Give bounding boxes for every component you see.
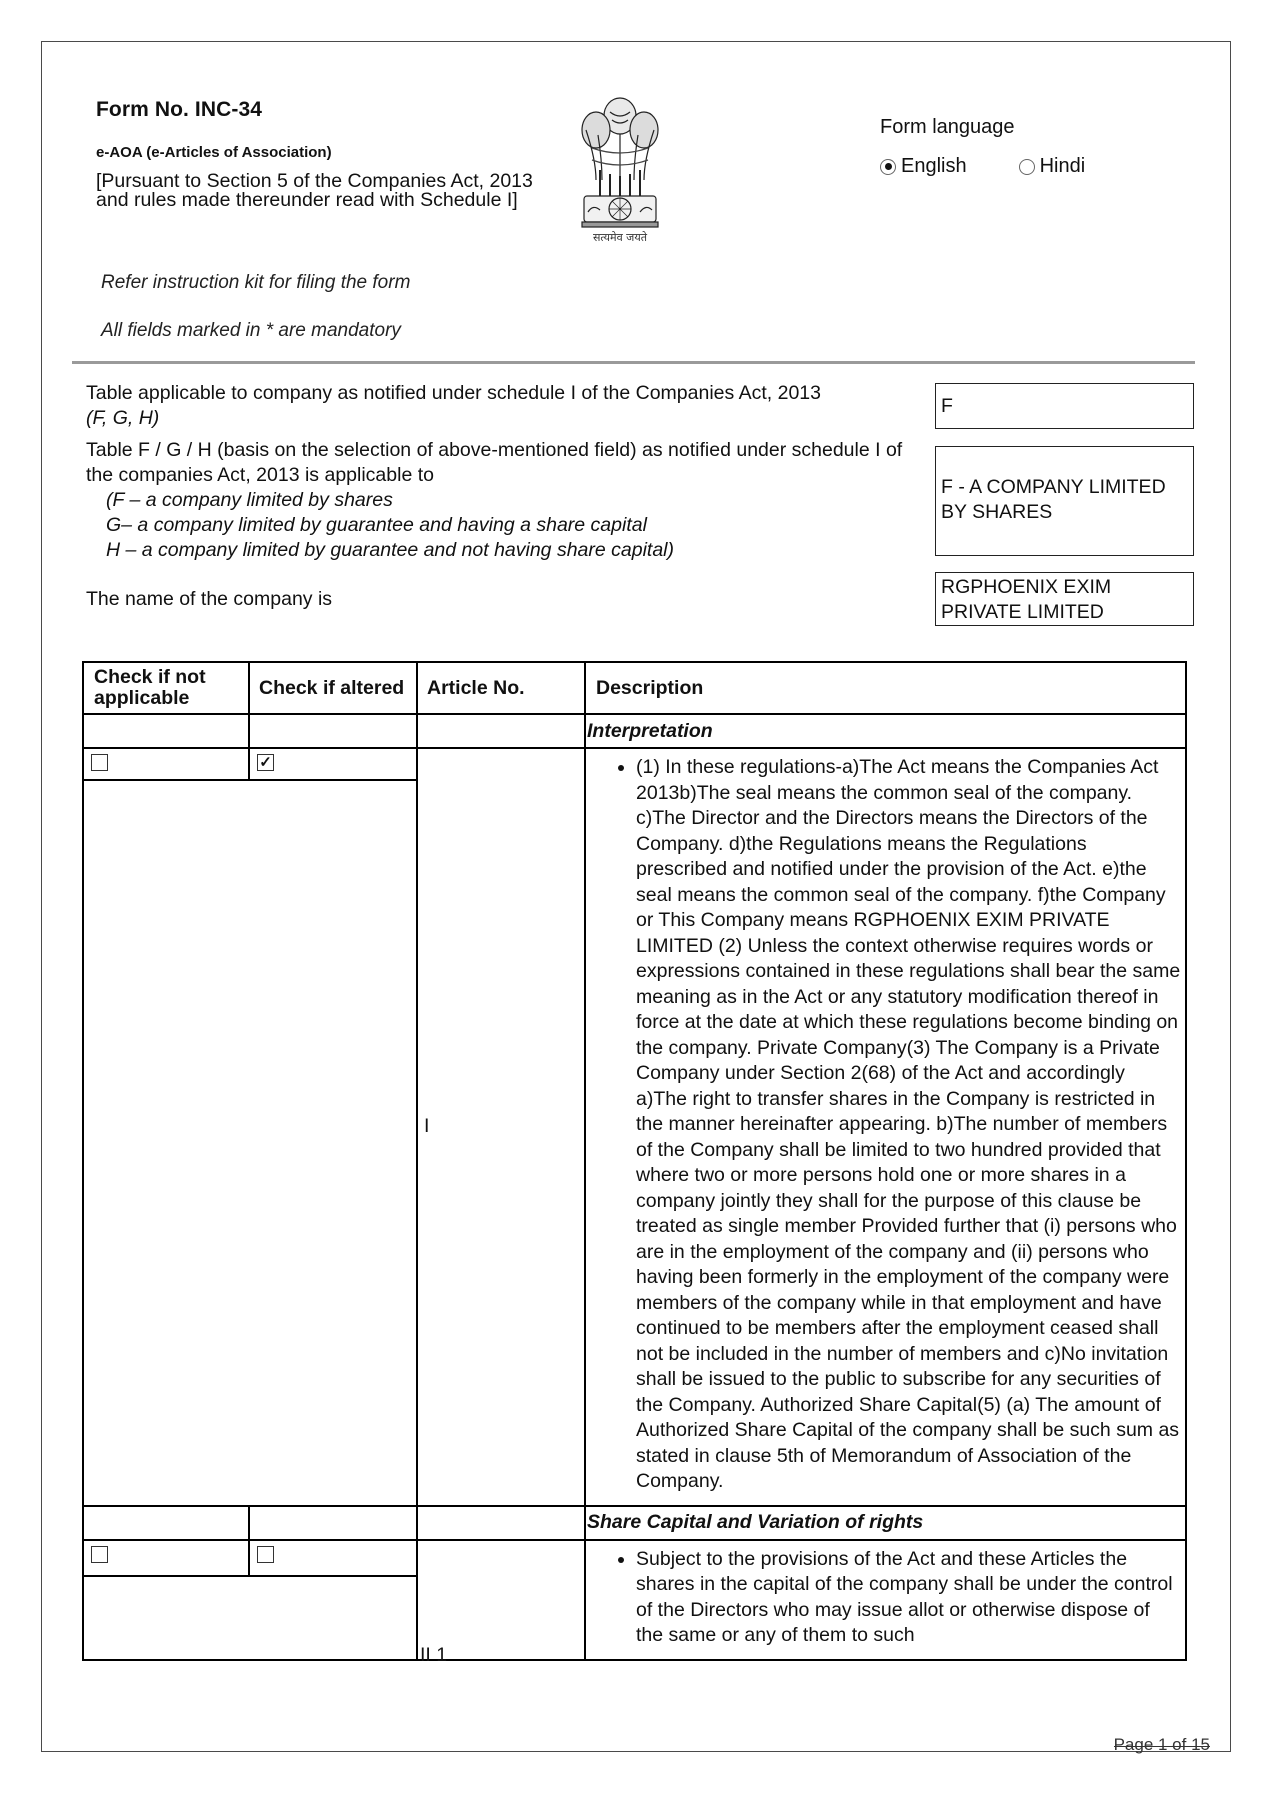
table-applicable-label: Table applicable to company as notified under schedule I of the Companies Act, 2013 bbox=[86, 382, 821, 404]
table-row bbox=[83, 1540, 1186, 1576]
emblem-motto: सत्यमेव जयते bbox=[592, 231, 647, 244]
section-empty-cell bbox=[249, 714, 417, 748]
applicable-to-option: G– a company limited by guarantee and having a share capital bbox=[106, 514, 647, 536]
empty-merged-cell bbox=[83, 780, 417, 1506]
instruction-kit-note: Refer instruction kit for filing the form bbox=[101, 272, 411, 293]
article-description: • (1) In these regulations-a)The Act means the Companies Act 2013b)The seal means the common seal of the company. c)The Director and the Directors means the Directors of the Company. d)the Regulations means the Regulations prescribed and notified under the provision of the Act. e)the seal means the common seal of the company. f)the Company or This Company means RGPHOENIX EXIM PRIVATE LIMITED (2) Unless the context otherwise requires words or expressions contained in these regulations shall bear the same meaning as in the Act or any statutory modification thereof in force at the date at which these regulations become binding on the company. Private Company(3) The Company is a Private Company under Section 2(68) of the Act and accordingly a)The right to transfer shares in the Company is restricted in the manner hereinafter appearing. b)The number of members of the Company shall be limited to two hundred provided that where two or more persons hold one or more shares in a company jointly they shall for the purpose of this clause be treated as single member Provided further that (i) persons who are in the employment of the company and (ii) persons who having been formerly in the employment of the company were members of the company while in that employment and have continued to be members after the employment ceased shall not be included in the number of members and c)No invitation shall be issued to the public to subscribe for any securities of the Company. Authorized Share Capital(5) (a) The amount of Authorized Share Capital of the company shall be such sum as stated in clause 5th of Memorandum of Association of the Company. bbox=[636, 755, 1181, 1495]
section-title: Share Capital and Variation of rights bbox=[585, 1506, 1186, 1540]
not-applicable-checkbox[interactable] bbox=[91, 1546, 108, 1563]
language-option-label: English bbox=[901, 155, 967, 177]
empty-merged-cell bbox=[83, 1576, 417, 1660]
section-empty-cell bbox=[83, 1506, 249, 1540]
section-empty-cell bbox=[417, 714, 585, 748]
section-row bbox=[83, 714, 1186, 748]
article-description-cell bbox=[585, 1540, 1186, 1660]
section-row bbox=[83, 1506, 1186, 1540]
company-name-field[interactable]: RGPHOENIX EXIM PRIVATE LIMITED bbox=[935, 572, 1194, 626]
form-number-title: Form No. INC-34 bbox=[96, 98, 263, 121]
applicable-to-field[interactable]: F - A COMPANY LIMITED BY SHARES bbox=[935, 446, 1194, 556]
table-row bbox=[83, 748, 1186, 780]
altered-cell bbox=[249, 748, 417, 780]
checkmark-icon: ✓ bbox=[259, 754, 272, 771]
altered-cell bbox=[249, 1540, 417, 1576]
applicable-to-label: Table F / G / H (basis on the selection of above-mentioned field) as notified under schedule I of the companies Act, 2013 is applicable to bbox=[86, 439, 903, 486]
article-description: • Subject to the provisions of the Act and these Articles the shares in the capital of the company shall be under the control of the Directors who may issue allot or otherwise dispose of the same or any of them to such bbox=[636, 1547, 1181, 1649]
altered-checkbox[interactable] bbox=[257, 754, 274, 771]
table-header-row bbox=[83, 662, 1186, 714]
language-radio-english[interactable] bbox=[880, 155, 967, 178]
column-header-altered: Check if altered bbox=[249, 662, 417, 714]
section-empty-cell bbox=[417, 1506, 585, 1540]
article-description-cell bbox=[585, 748, 1186, 1506]
company-name-label: The name of the company is bbox=[86, 588, 333, 610]
not-applicable-cell bbox=[83, 748, 249, 780]
applicable-to-option: (F – a company limited by shares bbox=[106, 489, 393, 511]
radio-unselected-icon[interactable] bbox=[1019, 159, 1035, 175]
table-applicable-question bbox=[86, 381, 916, 431]
form-language-label: Form language bbox=[880, 116, 1015, 138]
mandatory-fields-note: All fields marked in * are mandatory bbox=[101, 320, 401, 341]
column-header-not-applicable: Check if not applicable bbox=[83, 662, 249, 714]
section-divider bbox=[72, 361, 1195, 364]
article-number-cell bbox=[417, 1540, 585, 1666]
column-header-description: Description bbox=[585, 662, 1186, 714]
column-header-article-no: Article No. bbox=[417, 662, 585, 714]
applicable-to-options-list bbox=[86, 488, 916, 563]
national-emblem-icon bbox=[572, 90, 668, 250]
section-empty-cell bbox=[83, 714, 249, 748]
form-subtitle: e-AOA (e-Articles of Association) bbox=[96, 144, 332, 161]
article-number-cell bbox=[417, 748, 585, 1506]
articles-table bbox=[82, 661, 1187, 1666]
language-option-label: Hindi bbox=[1039, 155, 1086, 177]
article-number: II 1 bbox=[420, 1643, 448, 1666]
pursuant-text: [Pursuant to Section 5 of the Companies Act, 2013 and rules made thereunder read with Schedule I] bbox=[96, 170, 533, 211]
not-applicable-cell bbox=[83, 1540, 249, 1576]
table-applicable-field[interactable]: F bbox=[935, 383, 1194, 429]
radio-selected-icon[interactable] bbox=[880, 159, 896, 175]
page-indicator: Page 1 of 15 bbox=[1113, 1735, 1210, 1754]
not-applicable-checkbox[interactable] bbox=[91, 754, 108, 771]
applicable-to-question bbox=[86, 438, 916, 563]
form-language-options bbox=[880, 155, 1085, 178]
section-title: Interpretation bbox=[585, 714, 1186, 748]
language-radio-hindi[interactable] bbox=[1019, 155, 1086, 178]
applicable-to-option: H – a company limited by guarantee and not having share capital) bbox=[106, 539, 675, 561]
section-empty-cell bbox=[249, 1506, 417, 1540]
table-applicable-options: (F, G, H) bbox=[86, 407, 160, 429]
article-number: I bbox=[424, 1115, 430, 1138]
altered-checkbox[interactable] bbox=[257, 1546, 274, 1563]
